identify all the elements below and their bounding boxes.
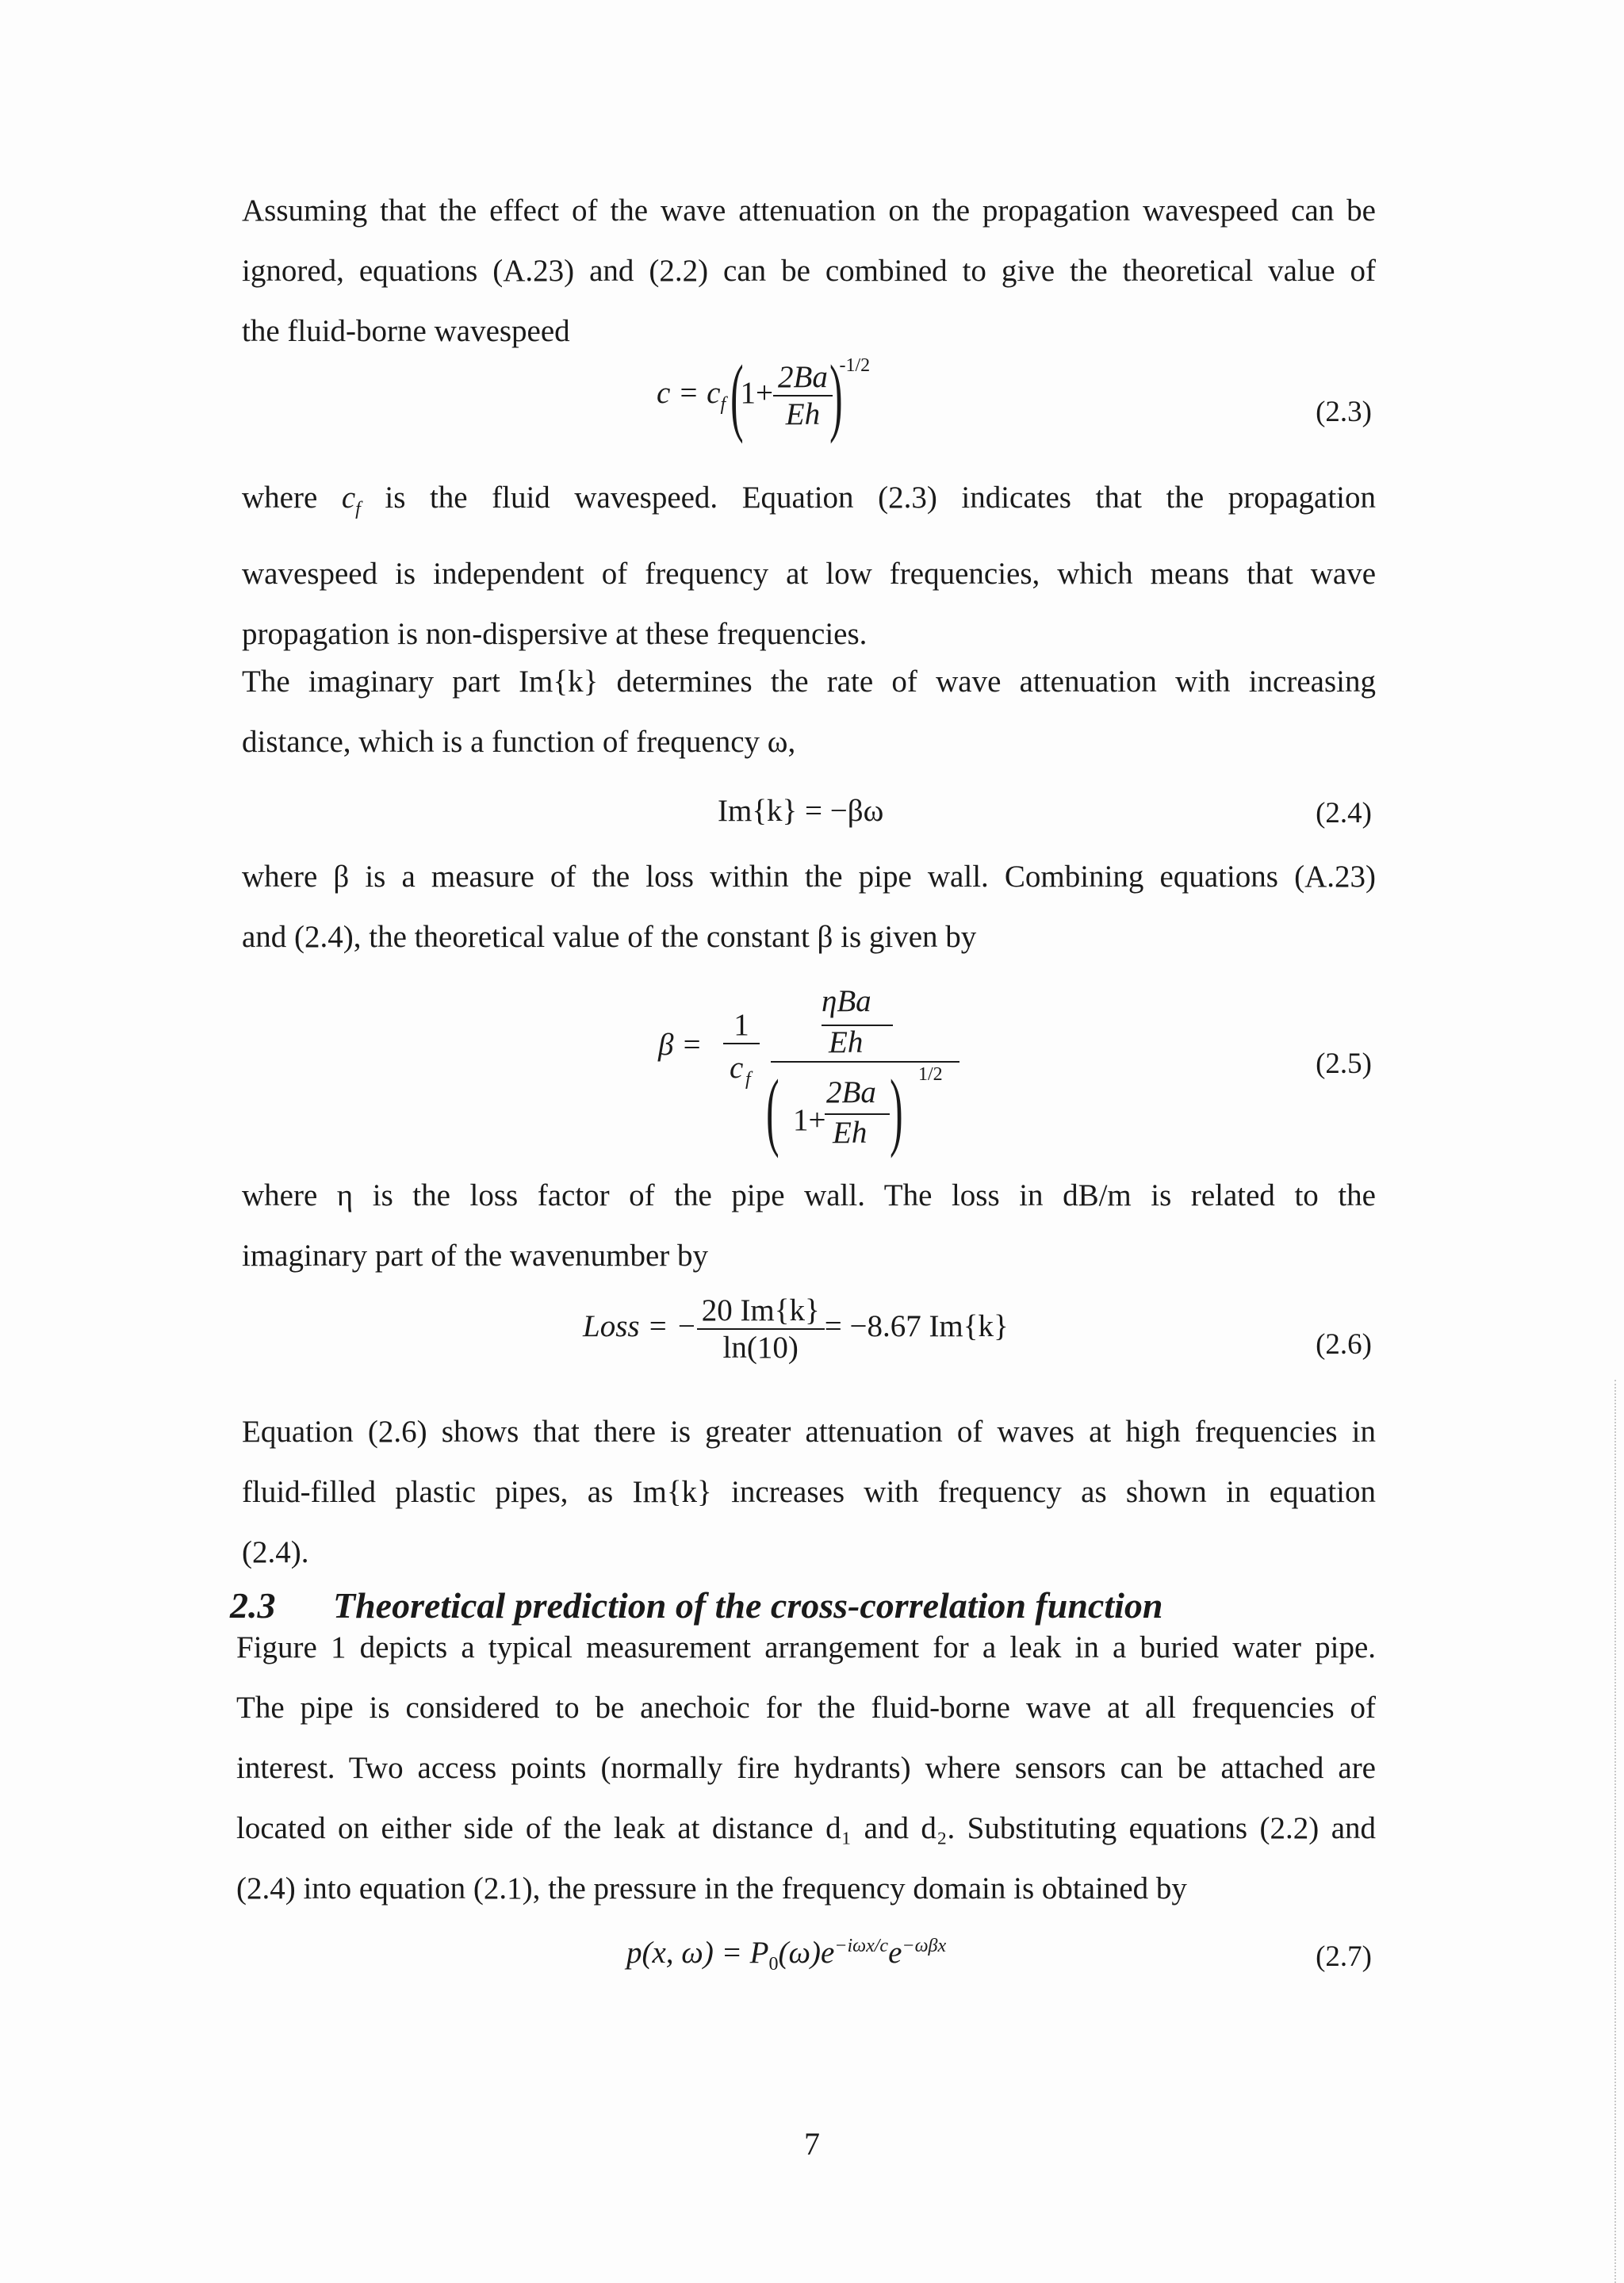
text-line: Figure 1 depicts a typical measurement arrangement for a leak in a buried water pipe. bbox=[236, 1630, 1376, 1664]
equation-2-4: Im{k} = −βω bbox=[718, 794, 884, 828]
paren-close: ) bbox=[890, 1062, 903, 1159]
frac-one: 1 bbox=[723, 1007, 760, 1044]
frac-den: ln(10) bbox=[722, 1331, 799, 1365]
page-number: 7 bbox=[804, 2126, 820, 2162]
word: where bbox=[242, 481, 318, 515]
eq-lhs: Loss = − bbox=[583, 1308, 697, 1343]
eq-sub: 0 bbox=[768, 1953, 779, 1975]
paragraph-figure bbox=[236, 1618, 1376, 1919]
text-line: where η is the loss factor of the pipe wall. The loss in dB/m is related to the bbox=[242, 1178, 1376, 1212]
frac-num: 20 Im{k} bbox=[697, 1293, 825, 1330]
paragraph-wavespeed bbox=[242, 468, 1376, 665]
eq-sub: f bbox=[720, 393, 726, 415]
equation-number: (2.5) bbox=[1316, 1048, 1372, 1080]
bottom-den: Eh bbox=[833, 1116, 868, 1150]
text-line: located on either side of the leak at distance d₁ and d₂. Substituting equations (2.2) and bbox=[236, 1811, 1376, 1845]
paren-open: ( bbox=[730, 347, 744, 445]
text-line: ignored, equations (A.23) and (2.2) can be combined to give the theoretical value of bbox=[242, 254, 1376, 288]
bottom-num: 2Ba bbox=[826, 1075, 876, 1109]
equation-2-6 bbox=[583, 1293, 1009, 1366]
text-line: distance, which is a function of frequency ω, bbox=[242, 725, 796, 759]
equation-number: (2.4) bbox=[1316, 797, 1372, 829]
equation-2-5 bbox=[658, 983, 991, 1166]
eq-lhs: p(x, ω) = P bbox=[626, 1936, 769, 1970]
section-title: Theoretical prediction of the cross-correlation function bbox=[333, 1585, 1163, 1626]
eq-lhs: c = c bbox=[657, 376, 721, 410]
eq-fraction bbox=[697, 1293, 825, 1366]
text-line: interest. Two access points (normally fire hydrants) where sensors can be attached are bbox=[236, 1751, 1376, 1785]
frac-cf: c bbox=[730, 1051, 744, 1085]
frac-cf-sub: f bbox=[745, 1069, 751, 1090]
text-line: Assuming that the effect of the wave attenuation on the propagation wavespeed can be bbox=[242, 193, 1376, 228]
text-line: (2.4) into equation (2.1), the pressure in the frequency domain is obtained by bbox=[236, 1871, 1187, 1906]
paragraph-imaginary bbox=[242, 652, 1376, 772]
paragraph-beta bbox=[242, 847, 1376, 967]
text-line: Equation (2.6) shows that there is greater attenuation of waves at high frequencies in bbox=[242, 1415, 1376, 1449]
text-line bbox=[242, 468, 1376, 539]
text-line: the fluid-borne wavespeed bbox=[242, 314, 570, 348]
paren-open: ( bbox=[766, 1062, 779, 1159]
text-line: fluid-filled plastic pipes, as Im{k} increases with frequency as shown in equation bbox=[242, 1475, 1376, 1509]
eq-rhs: = −8.67 Im{k} bbox=[824, 1308, 1009, 1343]
text-line: The imaginary part Im{k} determines the rate of wave attenuation with increasing bbox=[242, 665, 1376, 699]
top-num: ηBa bbox=[822, 984, 871, 1018]
text-line: propagation is non-dispersive at these frequencies. bbox=[242, 616, 868, 651]
eq-exp2: −ωβx bbox=[902, 1936, 947, 1956]
paragraph-attenuation bbox=[242, 1402, 1376, 1583]
equation-2-3 bbox=[657, 347, 871, 445]
text-line: wavespeed is independent of frequency at low frequencies, which means that wave bbox=[242, 556, 1376, 591]
text-line: where β is a measure of the loss within the pipe wall. Combining equations (A.23) bbox=[242, 860, 1376, 894]
equation-2-7 bbox=[626, 1935, 946, 1975]
section-number: 2.3 bbox=[230, 1585, 276, 1626]
text-line: The pipe is considered to be anechoic for the fluid-borne wave at all frequencies of bbox=[236, 1691, 1376, 1725]
eq-fraction bbox=[773, 359, 833, 432]
main-fraction-bar bbox=[771, 1061, 959, 1063]
symbol: c bbox=[341, 481, 356, 515]
equation-number: (2.6) bbox=[1316, 1328, 1372, 1361]
eq-one-plus: 1+ bbox=[740, 376, 773, 410]
frac-den: Eh bbox=[785, 397, 821, 432]
top-den: Eh bbox=[829, 1025, 864, 1059]
text-run: is the fluid wavespeed. Equation (2.3) indicates that the propagation bbox=[385, 481, 1377, 515]
scan-edge-dots bbox=[1614, 1380, 1618, 2283]
text-line: (2.4). bbox=[242, 1535, 309, 1569]
frac-num: 2Ba bbox=[773, 359, 833, 396]
eq-exponent: -1/2 bbox=[839, 355, 871, 376]
eq-e2: e bbox=[888, 1936, 902, 1970]
eq-mid: (ω)e bbox=[778, 1936, 835, 1970]
text-line: and (2.4), the theoretical value of the constant β is given by bbox=[242, 920, 977, 954]
paren-close: ) bbox=[829, 347, 843, 445]
paragraph-intro bbox=[242, 181, 1376, 362]
paragraph-loss bbox=[242, 1166, 1376, 1286]
text-line: imaginary part of the wavenumber by bbox=[242, 1239, 709, 1273]
eq-exp1: −iωx/c bbox=[834, 1936, 889, 1956]
equation-number: (2.3) bbox=[1316, 396, 1372, 428]
eq-one-plus: 1+ bbox=[793, 1103, 826, 1137]
symbol-sub: f bbox=[355, 498, 361, 519]
equation-number: (2.7) bbox=[1316, 1940, 1372, 1973]
eq-lhs: β = bbox=[658, 1028, 703, 1062]
eq-exponent: 1/2 bbox=[918, 1064, 943, 1085]
